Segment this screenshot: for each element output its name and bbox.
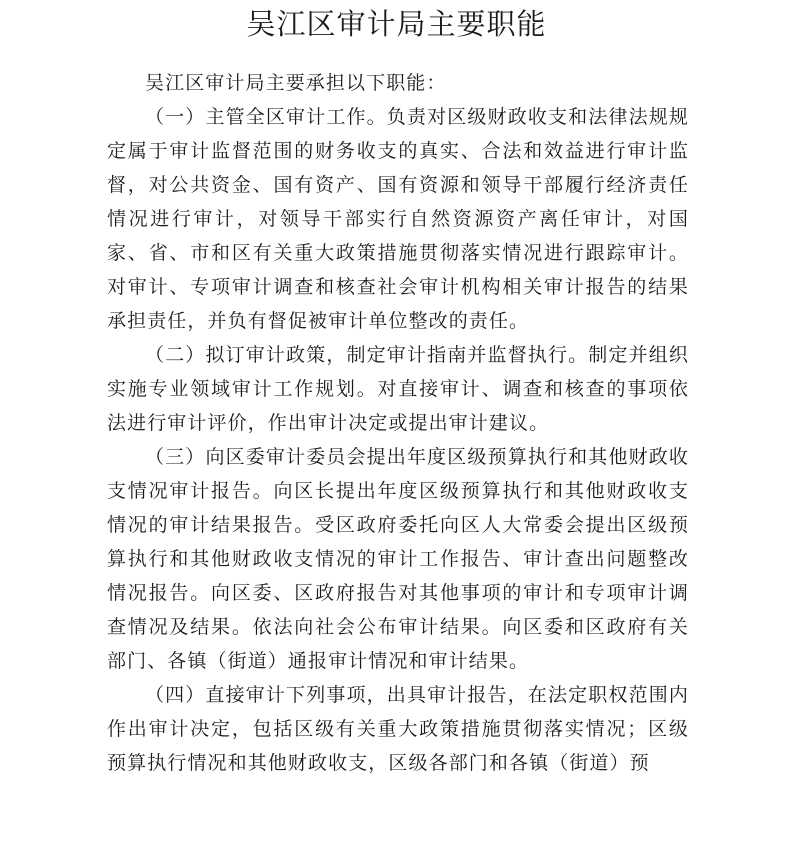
intro-paragraph: 吴江区审计局主要承担以下职能： — [145, 72, 447, 94]
document-title: 吴江区审计局主要职能 — [246, 7, 547, 41]
duty-paragraph-4: （四）直接审计下列事项，出具审计报告，在法定职权范围内作出审计决定，包括区级有关重大政策措施贯彻落实情况；区级预算执行情况和其他财政收支，区级各部门和各镇（街道）预 — [107, 684, 689, 774]
duty-paragraph-3: （三）向区委审计委员会提出年度区级预算执行和其他财政收支情况审计报告。向区长提出年度区级预算执行和其他财政收支情况的审计结果报告。受区政府委托向区人大常委会提出区级预算执行和其他财政收支情况的审计工作报告、审计查出问题整改情况报告。向区委、区政府报告对其他事项的审计和专项审计调查情况及结果。依法向社会公布审计结果。向区委和区政府有关部门、各镇（街道）通报审计情况和审计结果。 — [107, 446, 689, 672]
document-body — [107, 66, 689, 780]
duty-paragraph-2: （二）拟订审计政策，制定审计指南并监督执行。制定并组织实施专业领域审计工作规划。对直接审计、调查和核查的事项依法进行审计评价，作出审计决定或提出审计建议。 — [107, 344, 689, 434]
duty-paragraph-1: （一）主管全区审计工作。负责对区级财政收支和法律法规规定属于审计监督范围的财务收支的真实、合法和效益进行审计监督，对公共资金、国有资产、国有资源和领导干部履行经济责任情况进行审计，对领导干部实行自然资源资产离任审计，对国家、省、市和区有关重大政策措施贯彻落实情况进行跟踪审计。对审计、专项审计调查和核查社会审计机构相关审计报告的结果承担责任，并负有督促被审计单位整改的责任。 — [107, 106, 689, 332]
